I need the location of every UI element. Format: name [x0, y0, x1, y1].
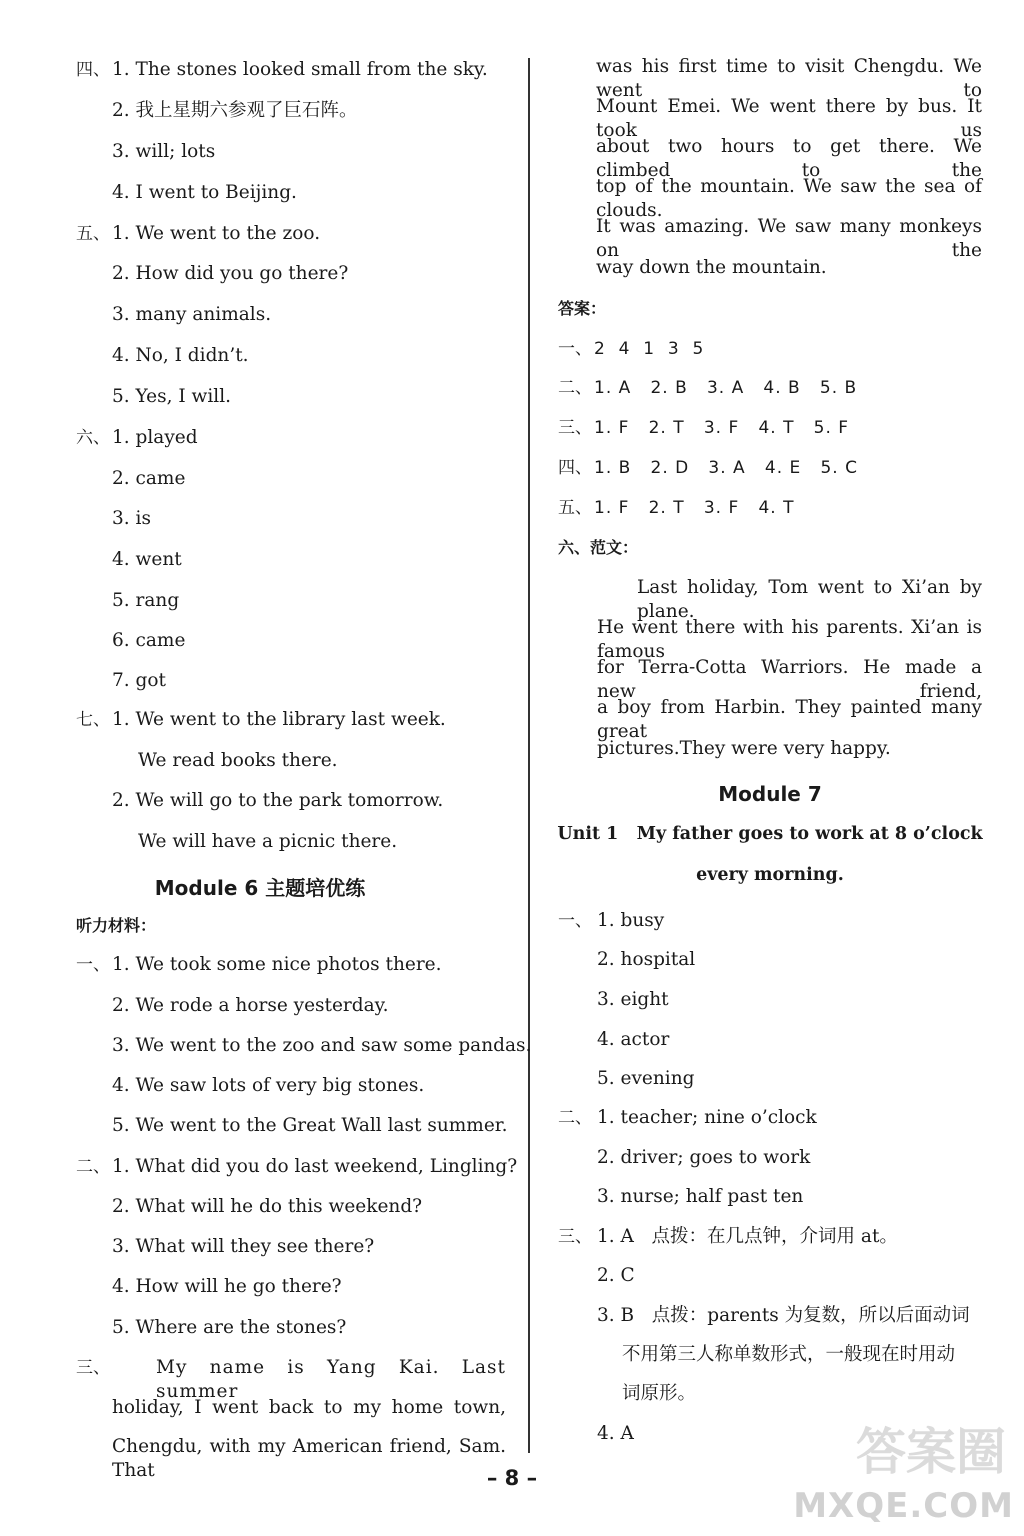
listening-material-label: 听力材料： — [76, 916, 157, 935]
listening-2-item-5: 5. Where are the stones? — [112, 1317, 347, 1338]
answer-3-prefix: 三、 — [558, 418, 592, 438]
watermark-logo — [790, 1375, 1020, 1530]
unit-1-sec-1-prefix: 一、 — [558, 911, 592, 931]
passage-line-1: was his first time to visit Chengdu. We went to — [596, 56, 982, 101]
watermark-text: MXQE.COM — [793, 1486, 1014, 1526]
listening-2-item-2: 2. What will he do this weekend? — [112, 1196, 423, 1217]
essay-line-2: He went there with his parents. Xi’an is famous — [597, 617, 982, 662]
listening-2-prefix: 二、 — [76, 1157, 110, 1177]
section-5-item-5: 5. Yes, I will. — [112, 386, 231, 407]
section-7-line-3: 2. We will go to the park tomorrow. — [112, 790, 444, 811]
section-7-line-4: We will have a picnic there. — [138, 831, 398, 852]
unit-1-title-line-2: every morning. — [696, 865, 844, 885]
listening-1-item-1: 1. We took some nice photos there. — [112, 954, 442, 975]
section-7-line-2: We read books there. — [138, 750, 338, 771]
listening-1-prefix: 一、 — [76, 955, 110, 975]
unit-1-sec-1-item-5: 5. evening — [597, 1068, 695, 1089]
unit-1-title-line-1: Unit 1 My father goes to work at 8 o’clock — [557, 824, 983, 844]
unit-1-sec-3-line-1: 1. A 点拨：在几点钟，介词用 at。 — [597, 1226, 898, 1247]
answer-2-prefix: 二、 — [558, 378, 592, 398]
section-6-item-6: 6. came — [112, 630, 186, 651]
answer-4-text: 1. B 2. D 3. A 4. E 5. C — [594, 458, 858, 478]
section-5-item-2: 2. How did you go there? — [112, 263, 349, 284]
unit-1-sec-1-item-2: 2. hospital — [597, 949, 696, 970]
unit-1-sec-3-prefix: 三、 — [558, 1227, 592, 1247]
passage-line-4: top of the mountain. We saw the sea of clouds. — [596, 176, 982, 221]
unit-1-sec-1-item-3: 3. eight — [597, 989, 669, 1010]
answer-5-text: 1. F 2. T 3. F 4. T — [594, 498, 795, 518]
unit-1-sec-2-item-2: 2. driver; goes to work — [597, 1147, 811, 1168]
passage-line-2: Mount Emei. We went there by bus. It took us — [596, 96, 982, 141]
section-5-item-1: 1. We went to the zoo. — [112, 223, 321, 244]
section-6-item-2: 2. came — [112, 468, 186, 489]
answer-4-prefix: 四、 — [558, 458, 592, 478]
listening-3-line-1: My name is Yang Kai. Last summer — [156, 1357, 506, 1402]
listening-3-line-2: holiday, I went back to my home town, — [112, 1397, 506, 1418]
unit-1-sec-2-item-1: 1. teacher; nine o’clock — [597, 1107, 817, 1128]
listening-2-item-4: 4. How will he go there? — [112, 1276, 342, 1297]
section-4-item-4: 4. I went to Beijing. — [112, 182, 297, 203]
listening-2-item-1: 1. What did you do last weekend, Lingling? — [112, 1156, 518, 1177]
essay-line-4: a boy from Harbin. They painted many great — [597, 697, 982, 742]
listening-1-item-3: 3. We went to the zoo and saw some pandas. — [112, 1035, 532, 1056]
section-6-item-7: 7. got — [112, 670, 166, 691]
listening-1-item-5: 5. We went to the Great Wall last summer. — [112, 1115, 508, 1136]
essay-line-1: Last holiday, Tom went to Xi’an by plane. — [637, 577, 982, 622]
unit-1-sec-3-line-5: 词原形。 — [622, 1383, 697, 1404]
essay-label: 六、范文： — [558, 538, 639, 557]
section-6-item-4: 4. went — [112, 549, 182, 570]
listening-3-line-3: Chengdu, with my American friend, Sam. That — [112, 1436, 506, 1481]
answers-label: 答案： — [558, 299, 607, 318]
watermark-cn: 答案圈 — [856, 1423, 1006, 1481]
listening-3-prefix: 三、 — [76, 1358, 110, 1378]
unit-1-sec-3-line-6: 4. A — [597, 1423, 634, 1444]
section-7-prefix: 七、 — [76, 710, 110, 730]
unit-1-sec-1-item-4: 4. actor — [597, 1029, 670, 1050]
section-5-item-3: 3. many animals. — [112, 304, 272, 325]
column-divider — [528, 58, 530, 1453]
section-5-prefix: 五、 — [76, 224, 110, 244]
unit-1-sec-2-prefix: 二、 — [558, 1108, 592, 1128]
section-6-prefix: 六、 — [76, 428, 110, 448]
listening-1-item-2: 2. We rode a horse yesterday. — [112, 995, 389, 1016]
answer-3-text: 1. F 2. T 3. F 4. T 5. F — [594, 418, 850, 438]
module-7-title: Module 7 — [718, 782, 822, 806]
answer-1-prefix: 一、 — [558, 339, 592, 359]
answer-5-prefix: 五、 — [558, 498, 592, 518]
section-7-line-1: 1. We went to the library last week. — [112, 709, 446, 730]
section-4-item-2: 2. 我上星期六参观了巨石阵。 — [112, 100, 358, 121]
section-6-item-5: 5. rang — [112, 590, 180, 611]
section-4-item-3: 3. will; lots — [112, 141, 216, 162]
unit-1-sec-2-item-3: 3. nurse; half past ten — [597, 1186, 804, 1207]
passage-line-3: about two hours to get there. We climbed to the — [596, 136, 982, 181]
passage-line-6: way down the mountain. — [596, 257, 827, 278]
answer-2-text: 1. A 2. B 3. A 4. B 5. B — [594, 378, 858, 398]
section-6-item-3: 3. is — [112, 508, 151, 529]
module-6-title: Module 6 主题培优练 — [154, 876, 366, 900]
section-5-item-4: 4. No, I didn’t. — [112, 345, 249, 366]
passage-line-5: It was amazing. We saw many monkeys on the — [596, 216, 982, 261]
listening-1-item-4: 4. We saw lots of very big stones. — [112, 1075, 425, 1096]
listening-2-item-3: 3. What will they see there? — [112, 1236, 375, 1257]
unit-1-sec-3-line-2: 2. C — [597, 1265, 635, 1286]
unit-1-sec-1-item-1: 1. busy — [597, 910, 665, 931]
section-6-item-1: 1. played — [112, 427, 198, 448]
essay-line-3: for Terra-Cotta Warriors. He made a new friend, — [597, 657, 982, 702]
unit-1-sec-3-line-3: 3. B 点拨：parents 为复数，所以后面动词 — [597, 1305, 970, 1326]
section-4-prefix: 四、 — [76, 60, 110, 80]
unit-1-sec-3-line-4: 不用第三人称单数形式，一般现在时用动 — [622, 1344, 956, 1365]
page-number: – 8 – — [486, 1466, 538, 1490]
answer-1-text: 2 4 1 3 5 — [594, 339, 705, 359]
essay-line-5: pictures.They were very happy. — [597, 738, 891, 759]
section-4-item-1: 1. The stones looked small from the sky. — [112, 59, 488, 80]
